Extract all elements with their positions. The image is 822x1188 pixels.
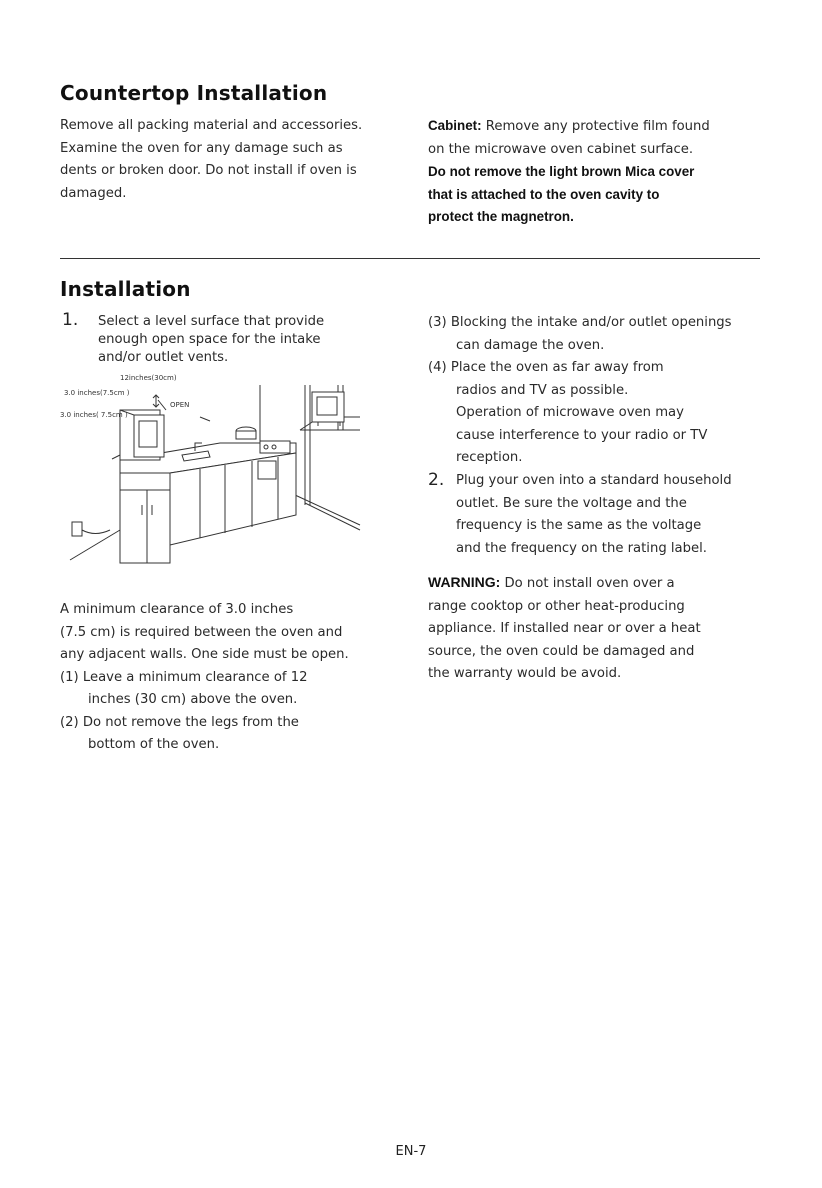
text-line: radios and TV as possible.: [456, 382, 629, 398]
step-number-1: 1.: [62, 310, 79, 330]
step-number-2: 2.: [428, 470, 445, 490]
text-line: source, the oven could be damaged and: [428, 643, 695, 659]
text-line: A minimum clearance of 3.0 inches: [60, 602, 294, 617]
section-title-installation: Installation: [60, 277, 191, 301]
text-line: can damage the oven.: [456, 337, 605, 353]
text-line: reception.: [456, 450, 523, 465]
kitchen-illustration: [60, 355, 370, 575]
countertop-text: [60, 115, 390, 205]
text-line: (2) Do not remove the legs from the: [60, 714, 299, 730]
text-line: (4) Place the oven as far away from: [428, 360, 664, 375]
text-line: Plug your oven into a standard household: [456, 473, 732, 488]
mica-warning-line: protect the magnetron.: [428, 209, 574, 224]
step2-text: [456, 470, 776, 560]
right-column-text: [428, 312, 773, 470]
cabinet-text: [428, 115, 768, 229]
mica-warning-line: that is attached to the oven cavity to: [428, 186, 660, 202]
figure-label-side2: 3.0 inches( 7.5cm ): [60, 411, 128, 419]
text-line: dents or broken door. Do not install if oven is: [60, 163, 357, 178]
cabinet-label: Cabinet:: [428, 118, 482, 133]
warning-text-1: Do not install oven over a: [500, 576, 675, 591]
text-line: inches (30 cm) above the oven.: [88, 692, 298, 707]
text-line: [428, 115, 768, 139]
text-line: and/or outlet vents.: [98, 350, 229, 365]
text-line: Examine the oven for any damage such as: [60, 140, 343, 156]
text-line: Select a level surface that provide: [98, 314, 325, 329]
mica-warning-line: Do not remove the light brown Mica cover: [428, 164, 695, 179]
text-line: the warranty would be avoid.: [428, 666, 622, 681]
text-line: cause interference to your radio or TV: [456, 427, 708, 443]
text-line: appliance. If installed near or over a heat: [428, 621, 701, 636]
warning-label: WARNING:: [428, 574, 501, 590]
text-line: range cooktop or other heat-producing: [428, 598, 685, 614]
text-line: (1) Leave a minimum clearance of 12: [60, 669, 308, 685]
text-line: any adjacent walls. One side must be open.: [60, 647, 349, 662]
clearance-text: [60, 599, 400, 757]
text-line: frequency is the same as the voltage: [456, 518, 702, 533]
warning-text: [428, 571, 768, 686]
figure-label-top: 12inches(30cm): [120, 374, 177, 382]
text-line: enough open space for the intake: [98, 332, 321, 347]
text-line: Operation of microwave oven may: [456, 405, 684, 420]
text-line: Remove all packing material and accessories.: [60, 118, 363, 133]
text-line: and the frequency on the rating label.: [456, 540, 707, 556]
text-line: damaged.: [60, 185, 127, 201]
figure-label-open: OPEN: [170, 401, 190, 409]
section-divider: [60, 258, 760, 259]
section-title-countertop: Countertop Installation: [60, 81, 328, 105]
text-line: (3) Blocking the intake and/or outlet openings: [428, 315, 732, 330]
page-number: EN-7: [395, 1144, 427, 1159]
figure-label-side1: 3.0 inches(7.5cm ): [64, 389, 130, 397]
text-line: (7.5 cm) is required between the oven and: [60, 624, 343, 640]
text-line: [428, 571, 768, 596]
cabinet-text-1: Remove any protective film found: [481, 119, 710, 134]
text-line: outlet. Be sure the voltage and the: [456, 495, 687, 511]
text-line: on the microwave oven cabinet surface.: [428, 141, 694, 157]
text-line: bottom of the oven.: [88, 737, 220, 752]
kitchen-installation-figure: [60, 355, 370, 575]
